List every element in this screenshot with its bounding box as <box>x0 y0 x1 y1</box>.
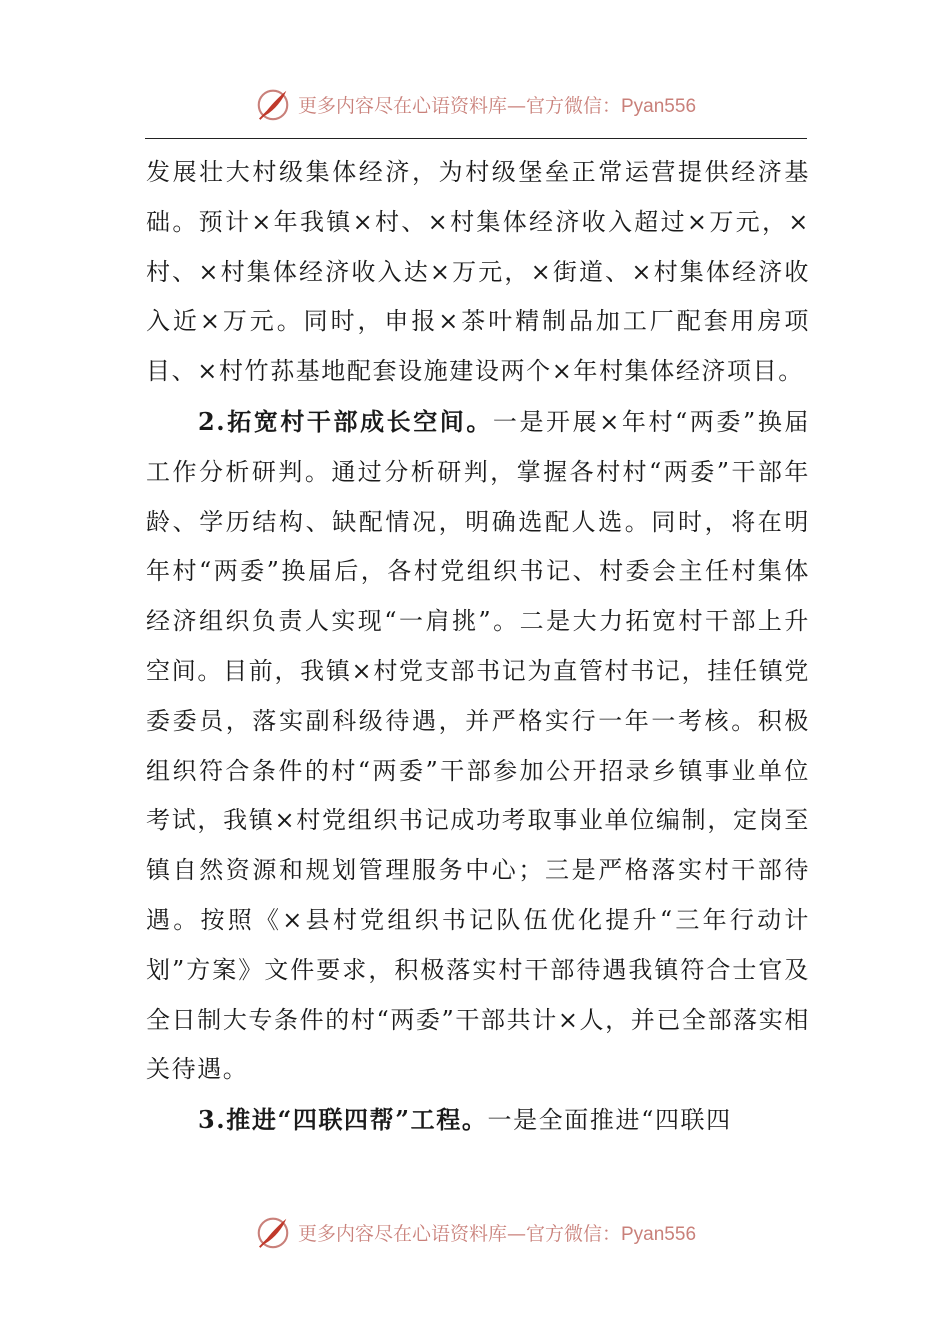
paragraph-2-body: 一是开展×年村“两委”换届工作分析研判。通过分析研判，掌握各村村“两委”干部年龄、学历结构、缺配情况，明确选配人选。同时，将在明年村“两委”换届后，各村党组织书记、村委会主任村集体经济组织负责人实现“一肩挑”。二是大力拓宽村干部上升空间。目前，我镇×村党支部书记为直管村书记，挂任镇党委委员，落实副科级待遇，并严格实行一年一考核。积极组织符合条件的村“两委”干部参加公开招录乡镇事业单位考试，我镇×村党组织书记成功考取事业单位编制，定岗至镇自然资源和规划管理服务中心；三是严格落实村干部待遇。按照《×县村党组织书记队伍优化提升“三年行动计划”方案》文件要求，积极落实村干部待遇我镇符合士官及全日制大专条件的村“两委”干部共计×人，并已全部落实相关待遇。 <box>146 407 810 1084</box>
paragraph-1 <box>146 148 810 397</box>
footer-watermark-banner <box>0 1212 950 1252</box>
footer-watermark-text: 更多内容尽在心语资料库—官方微信：Pyan556 <box>297 1222 697 1245</box>
header-watermark-banner <box>0 84 950 124</box>
document-body <box>146 148 810 1146</box>
header-watermark-text: 更多内容尽在心语资料库—官方微信：Pyan556 <box>297 94 697 117</box>
header-divider <box>145 138 807 139</box>
paragraph-3-body: 一是全面推进“四联四 <box>487 1106 732 1135</box>
paragraph-3-heading: 3.推进“四联四帮”工程。 <box>198 1105 488 1135</box>
paragraph-3 <box>146 1095 810 1146</box>
quill-logo-icon <box>254 1213 292 1251</box>
paragraph-1-body: 发展壮大村级集体经济，为村级堡垒正常运营提供经济基础。预计×年我镇×村、×村集体经济收入超过×万元，×村、×村集体经济收入达×万元，×街道、×村集体经济收入近×万元。同时，申报×茶叶精制品加工厂配套用房项目、×村竹荪基地配套设施建设两个×年村集体经济项目。 <box>146 158 810 386</box>
paragraph-2-heading: 2.拓宽村干部成长空间。 <box>198 406 493 436</box>
paragraph-2 <box>146 397 810 1095</box>
quill-logo-icon <box>254 85 292 123</box>
